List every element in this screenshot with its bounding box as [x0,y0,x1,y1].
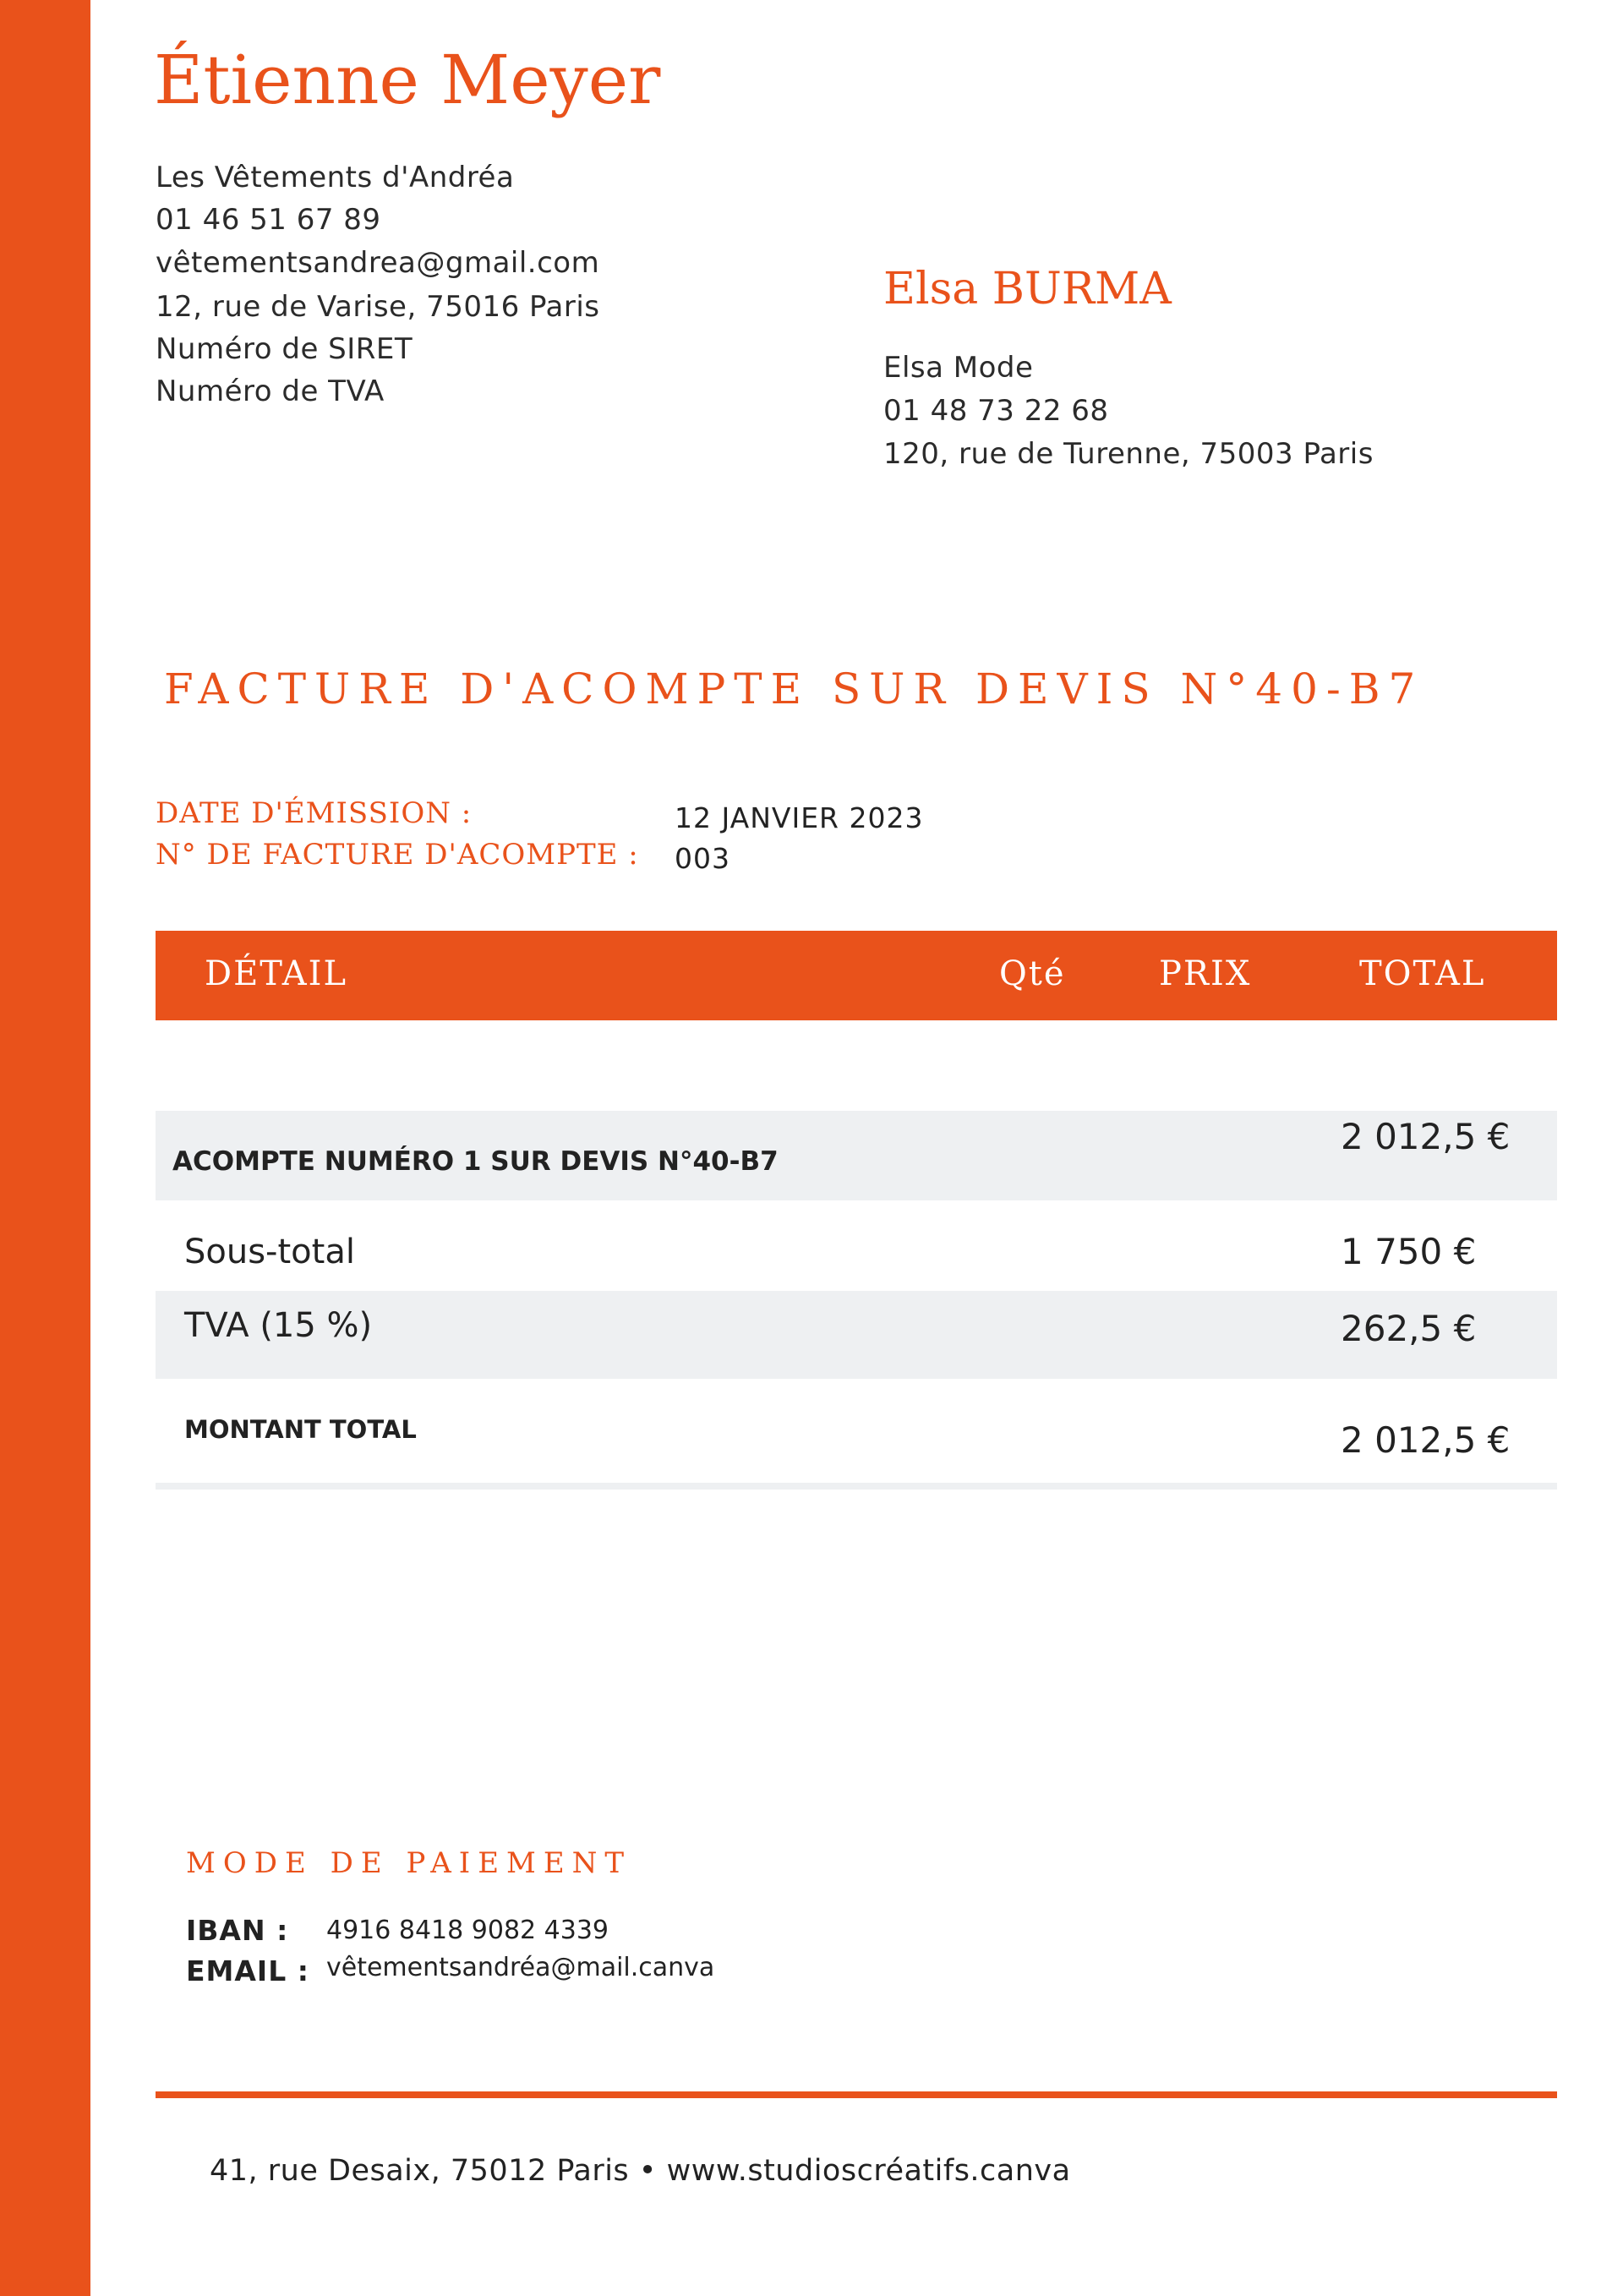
date-value: 12 JANVIER 2023 [675,801,924,834]
table-row [156,1111,1557,1200]
table-header [156,931,1557,1020]
invoice-number-label: N° DE FACTURE D'ACOMPTE : [156,838,639,872]
invoice-number-value: 003 [675,842,730,875]
date-label: DATE D'ÉMISSION : [156,796,473,830]
sender-siret: Numéro de SIRET [156,332,413,366]
client-name: Elsa BURMA [883,264,1172,314]
iban-label: IBAN : [186,1914,289,1947]
tva-row [156,1291,1557,1379]
tva-label: TVA (15 %) [184,1306,373,1345]
footer-text: 41, rue Desaix, 75012 Paris • www.studioscréatifs.canva [210,2154,1071,2188]
client-address: 120, rue de Turenne, 75003 Paris [883,437,1374,471]
subtotal-label: Sous-total [184,1233,355,1271]
sender-email: vêtementsandrea@gmail.com [156,246,600,280]
header-total: TOTAL [1359,954,1486,993]
footer-divider [156,2091,1557,2098]
table-bottom-divider [156,1483,1557,1490]
sender-tva: Numéro de TVA [156,374,385,408]
email-label: EMAIL : [186,1954,309,1987]
row-detail: ACOMPTE NUMÉRO 1 SUR DEVIS N°40-B7 [172,1146,779,1177]
iban-value: 4916 8418 9082 4339 [326,1916,609,1945]
payment-title: MODE DE PAIEMENT [186,1846,632,1880]
total-row [156,1379,1557,1483]
sender-name: Étienne Meyer [154,41,661,119]
header-price: PRIX [1159,954,1252,993]
client-company: Elsa Mode [883,351,1034,385]
total-label: MONTANT TOTAL [184,1415,417,1444]
sender-phone: 01 46 51 67 89 [156,203,381,237]
row-total: 2 012,5 € [1341,1116,1511,1157]
client-phone: 01 48 73 22 68 [883,394,1109,428]
header-detail: DÉTAIL [205,954,348,993]
total-value: 2 012,5 € [1341,1419,1511,1461]
email-value: vêtementsandréa@mail.canva [326,1953,715,1982]
invoice-title: FACTURE D'ACOMPTE SUR DEVIS N°40-B7 [164,664,1424,713]
accent-sidebar [0,0,90,2296]
subtotal-value: 1 750 € [1341,1231,1477,1272]
subtotal-row [156,1200,1557,1291]
sender-company: Les Vêtements d'Andréa [156,161,515,194]
header-qty: Qté [999,954,1066,993]
sender-address: 12, rue de Varise, 75016 Paris [156,290,600,324]
tva-value: 262,5 € [1341,1308,1477,1349]
